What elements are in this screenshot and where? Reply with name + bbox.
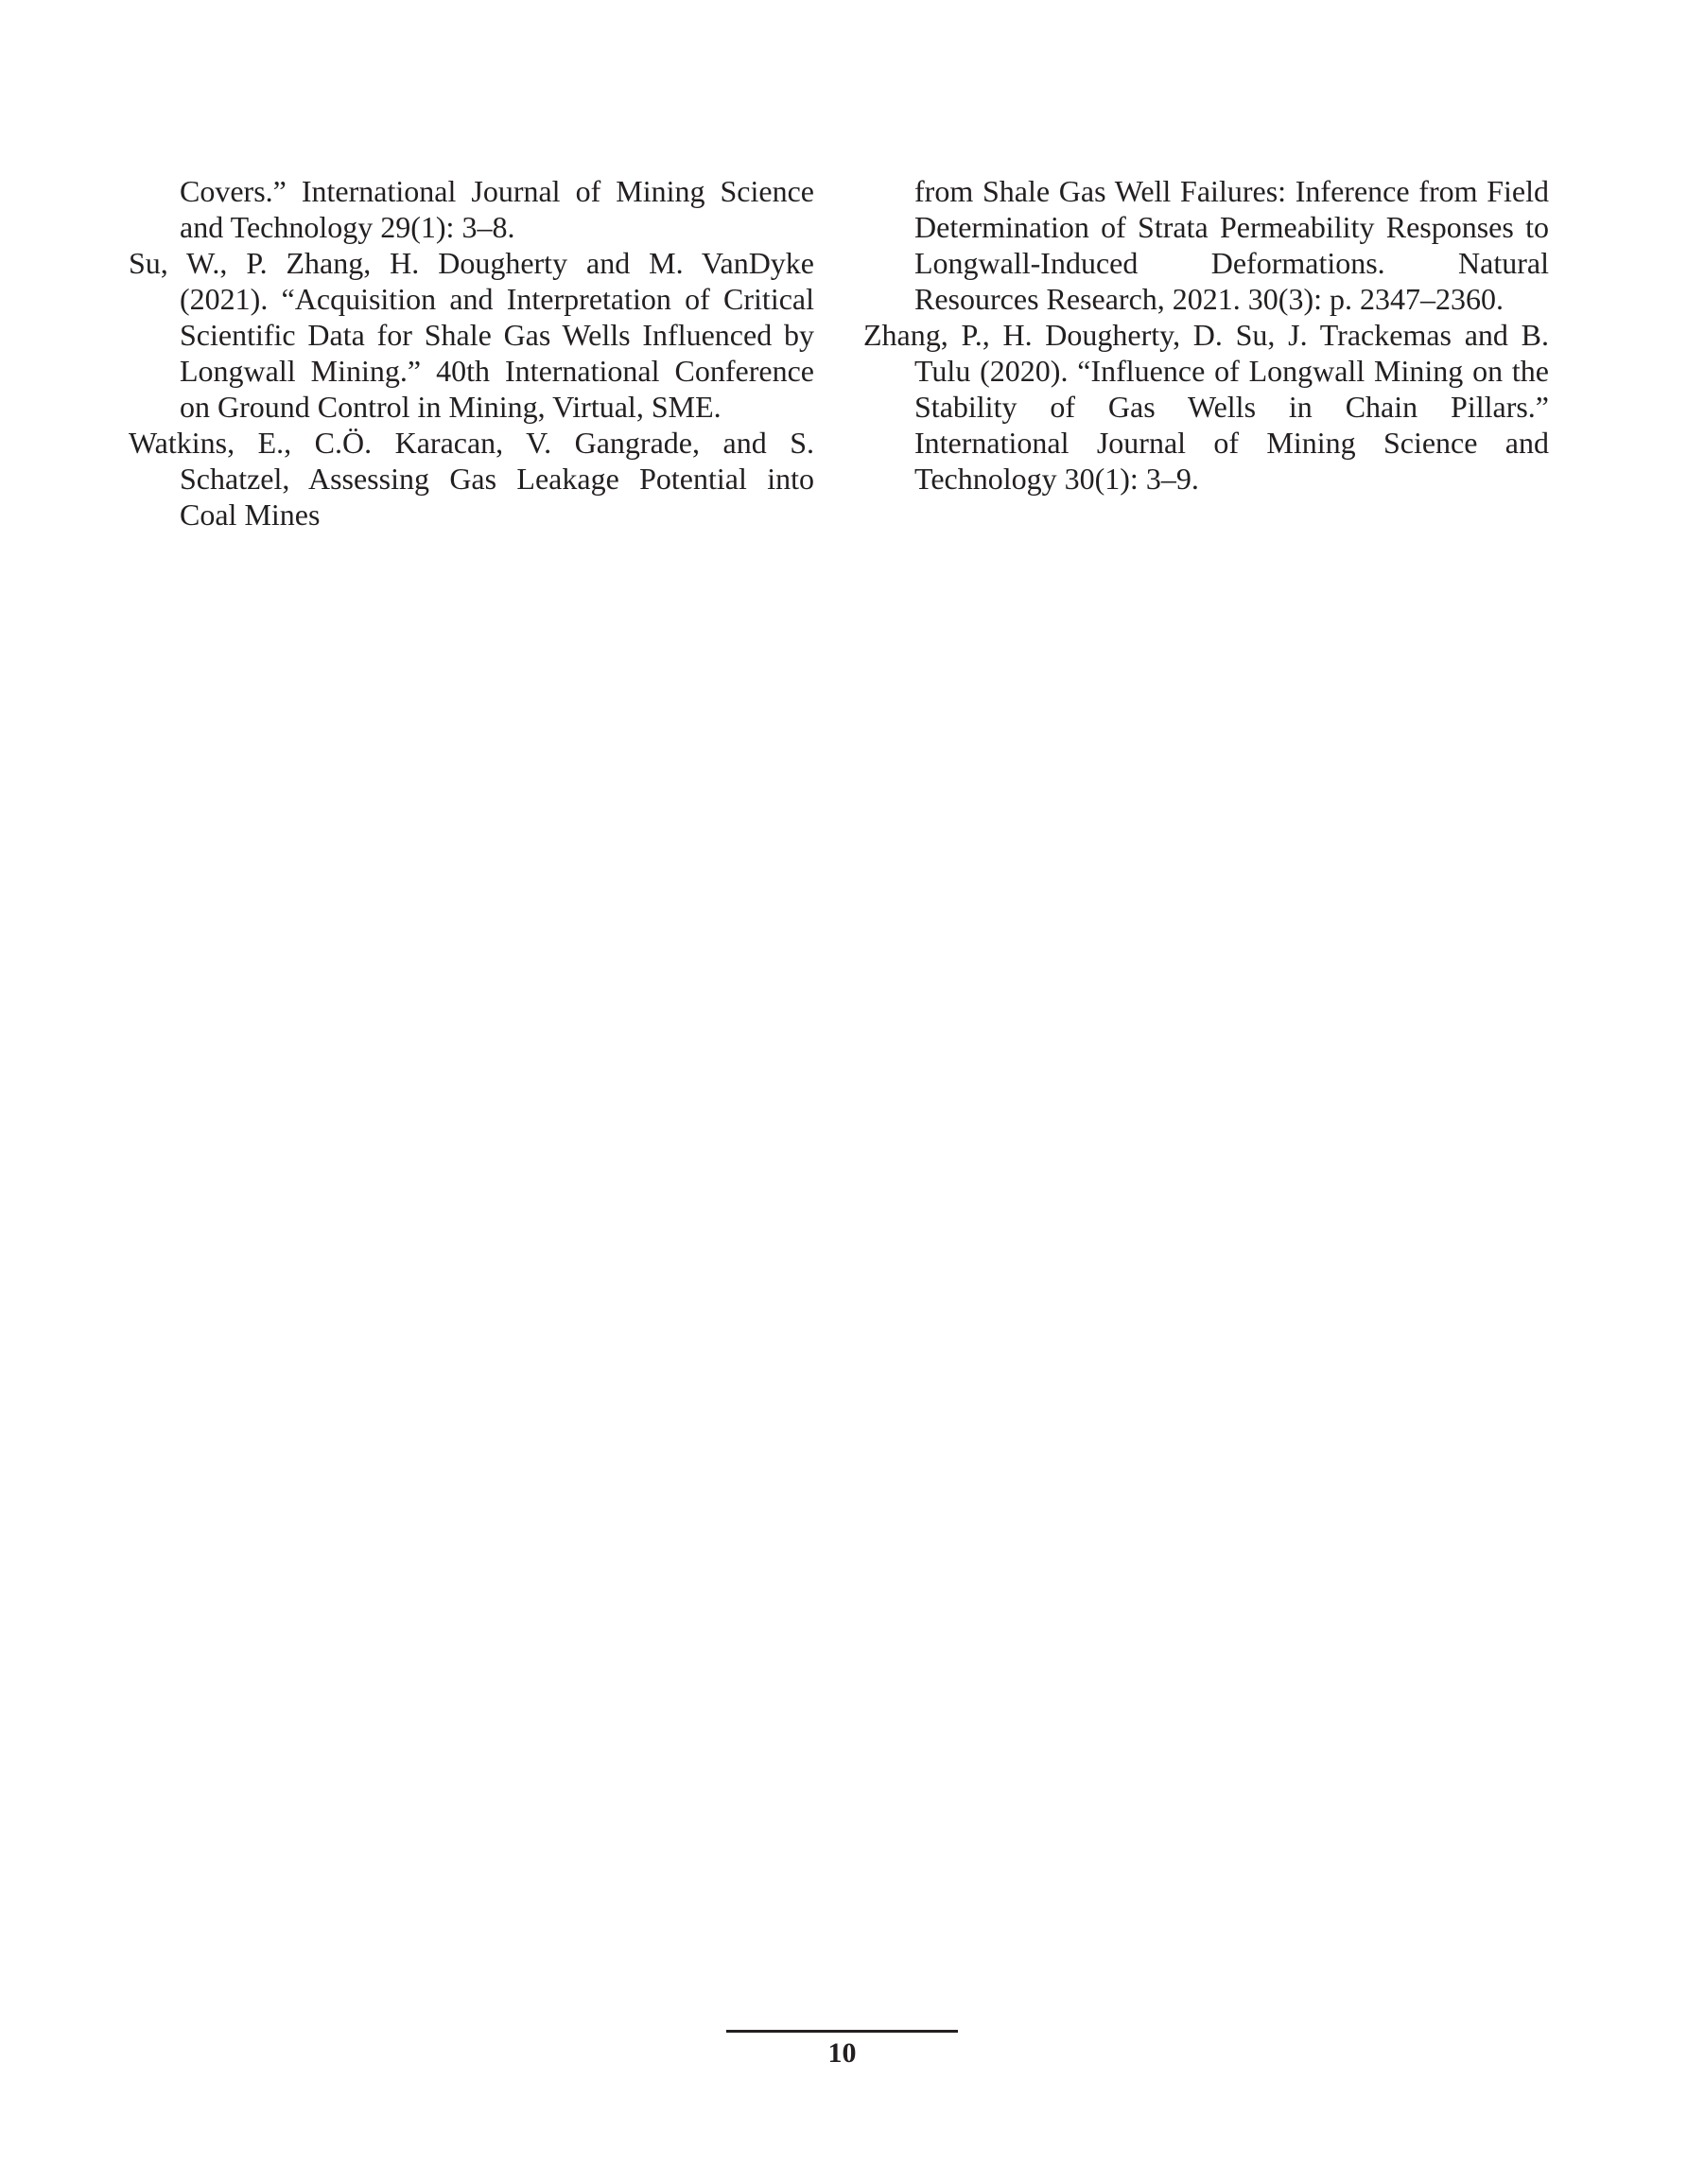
reference-entry: Su, W., P. Zhang, H. Dougherty and M. VanDyke (2021). “Acquisition and Interpretation of Critical Scientific Data for Shale Gas Wells Influenced by Longwall Mining.” 40th International Conference on Ground Control in Mining, Virtual, SME. bbox=[129, 246, 814, 424]
reference-entry: from Shale Gas Well Failures: Inference from Field Determination of Strata Permeability Responses to Longwall-Induced Deformations. Natural Resources Research, 2021. 30(3): p. 2347–2360. bbox=[914, 174, 1549, 316]
page-number: 10 bbox=[827, 2037, 857, 2069]
reference-column-left bbox=[129, 173, 814, 533]
reference-entry: Watkins, E., C.Ö. Karacan, V. Gangrade, and S. Schatzel, Assessing Gas Leakage Potential into Coal Mines bbox=[129, 426, 814, 532]
reference-entry: Covers.” International Journal of Mining Science and Technology 29(1): 3–8. bbox=[180, 174, 814, 244]
reference-column-right bbox=[863, 173, 1549, 497]
reference-entry: Zhang, P., H. Dougherty, D. Su, J. Trackemas and B. Tulu (2020). “Influence of Longwall Mining on the Stability of Gas Wells in Chain Pillars.” International Journal of Mining Science and Technology 30(1): 3–9. bbox=[863, 318, 1549, 496]
footer-rule bbox=[726, 2030, 958, 2033]
